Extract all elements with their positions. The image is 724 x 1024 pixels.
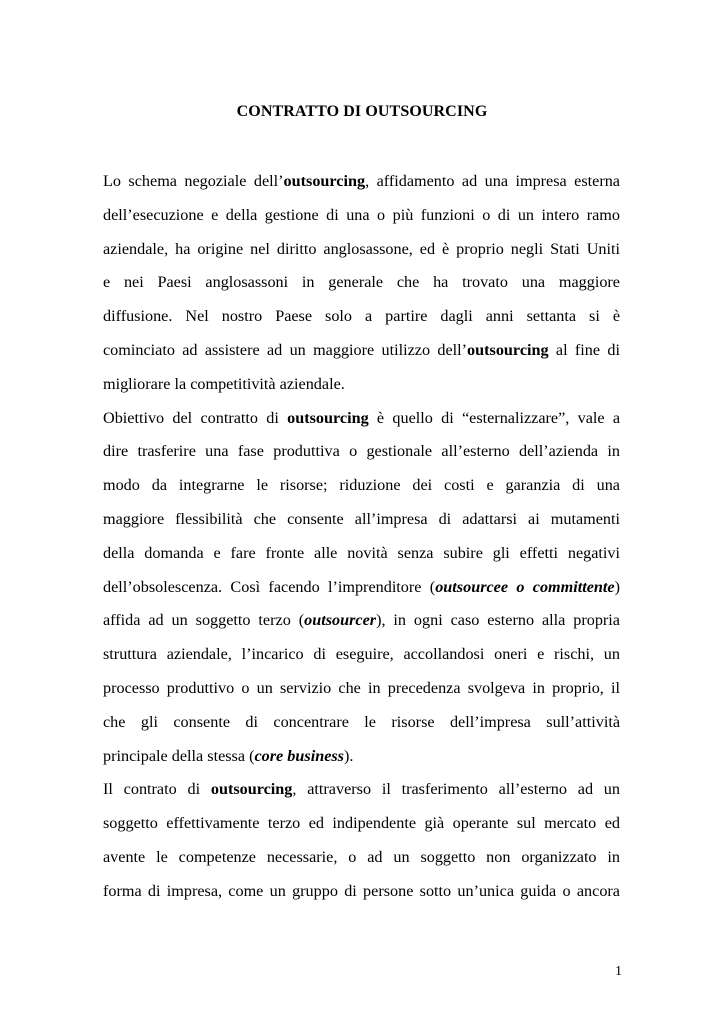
text-line: dire trasferire una fase produttiva o gestionale all’esterno dell’azienda in	[103, 442, 620, 461]
text-segment: , affidamento ad una impresa esterna	[365, 172, 620, 190]
text-segment: affida ad un soggetto terzo (	[103, 611, 305, 630]
keyword-outsourcing: outsourcing	[210, 780, 293, 799]
text-line	[103, 571, 620, 605]
text-segment: ).	[343, 746, 354, 765]
text-line: aziendale, ha origine nel diritto anglosassone, ed è proprio negli Stati Uniti	[103, 239, 620, 258]
text-line	[103, 604, 620, 638]
text-line: maggiore flessibilità che consente all’impresa di adattarsi ai mutamenti	[103, 509, 620, 528]
text-line: struttura aziendale, l’incarico di eseguire, accollandosi oneri e rischi, un	[103, 645, 620, 664]
text-segment: , attraverso il trasferimento all’esterno ad un	[292, 780, 620, 799]
text-segment: principale della stessa (	[103, 746, 255, 765]
keyword-core-business: core business	[254, 746, 344, 765]
text-segment: dell’obsolescenza. Così facendo l’imprenditore (	[103, 577, 436, 596]
text-segment: Lo schema negoziale dell’	[103, 172, 284, 190]
paragraph-1	[103, 165, 620, 402]
text-line: processo produttivo o un servizio che in precedenza svolgeva in proprio, il	[103, 678, 620, 697]
text-line: soggetto effettivamente terzo ed indipendente già operante sul mercato ed	[103, 814, 620, 833]
page-title: CONTRATTO DI OUTSOURCING	[236, 103, 488, 120]
keyword-outsourcee: outsourcee o committente	[435, 577, 615, 596]
keyword-outsourcing: outsourcing	[287, 408, 369, 427]
page-number: 1	[615, 964, 622, 979]
text-segment: Obiettivo del contratto di	[103, 408, 288, 427]
text-line	[103, 773, 620, 807]
text-line: che gli consente di concentrare le risorse dell’impresa sull’attività	[103, 712, 620, 731]
paragraph-2	[103, 402, 620, 774]
document-body	[103, 165, 620, 909]
keyword-outsourcing: outsourcing	[467, 340, 549, 359]
text-line: della domanda e fare fronte alle novità senza subire gli effetti negativi	[103, 543, 620, 562]
text-line: modo da integrarne le risorse; riduzione dei costi e garanzia di una	[103, 476, 620, 495]
text-line: forma di impresa, come un gruppo di persone sotto un’unica guida o ancora	[103, 881, 620, 900]
keyword-outsourcing: outsourcing	[283, 172, 366, 190]
text-segment: è quello di “esternalizzare”, vale a	[368, 408, 621, 427]
text-line: dell’esecuzione e della gestione di una o più funzioni o di un intero ramo	[103, 205, 620, 224]
text-segment: al fine di	[548, 340, 620, 359]
text-line: diffusione. Nel nostro Paese solo a partire dagli anni settanta si è	[103, 307, 620, 326]
text-segment: )	[614, 577, 620, 596]
text-line	[103, 402, 620, 436]
text-line	[103, 165, 620, 199]
text-segment: cominciato ad assistere ad un maggiore utilizzo dell’	[103, 340, 468, 359]
text-line: e nei Paesi anglosassoni in generale che ha trovato una maggiore	[103, 273, 620, 292]
text-line	[103, 740, 620, 774]
text-line: avente le competenze necessarie, o ad un soggetto non organizzato in	[103, 847, 620, 866]
text-line	[103, 334, 620, 368]
text-segment: Il contrato di	[103, 780, 211, 799]
paragraph-3	[103, 773, 620, 908]
text-line: migliorare la competitività aziendale.	[103, 374, 345, 393]
text-segment: ), in ogni caso esterno alla propria	[376, 611, 620, 630]
keyword-outsourcer: outsourcer	[304, 611, 377, 630]
